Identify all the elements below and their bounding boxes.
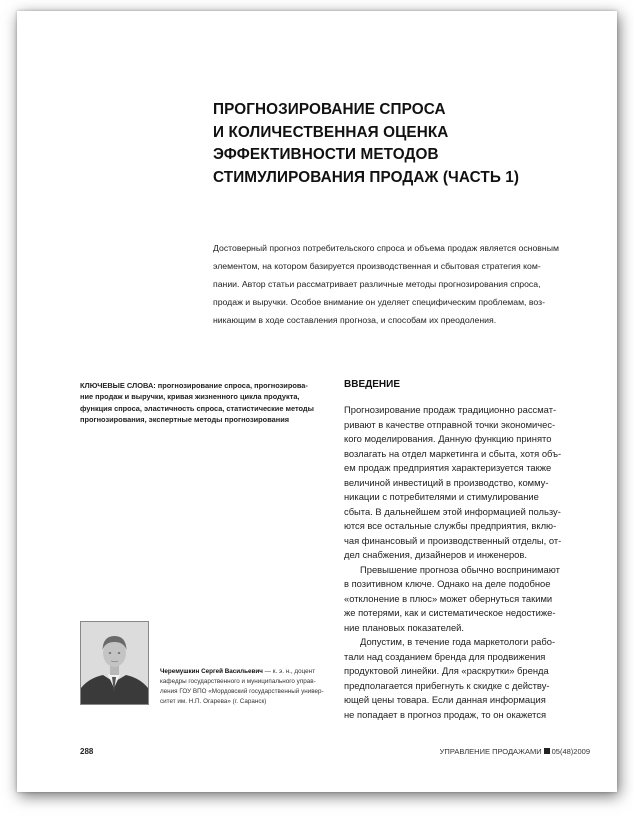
- abstract-line: продаж и выручки. Особое внимание он уделяет специфическим проблемам, воз-: [213, 297, 546, 308]
- journal-name: УПРАВЛЕНИЕ ПРОДАЖАМИ: [439, 747, 542, 756]
- author-degree: — к. э. н., доцент: [262, 668, 316, 675]
- body-line: тали над созданием бренда для продвижения: [344, 650, 546, 662]
- author-photo: [80, 621, 149, 705]
- body-line: ем продаж предприятия характеризуется также: [344, 462, 552, 473]
- article-title: [213, 99, 583, 189]
- portrait-icon: [81, 622, 148, 704]
- author-line: [160, 667, 330, 677]
- body-line: сбыта. В дальнейшем этой информацией пользу-: [344, 505, 561, 517]
- body-line: ются все остальные службы предприятия, вклю-: [344, 520, 557, 531]
- body-line: ривают в качестве отправной точки экономичес-: [344, 418, 556, 430]
- article-body: [344, 403, 604, 722]
- body-line: не попадает в прогноз продаж, то он окажется: [344, 708, 547, 720]
- body-line: ние плановых показателей.: [344, 621, 465, 633]
- page-number: 288: [80, 747, 94, 756]
- body-line: дел снабжения, дизайнеров и инженеров.: [344, 549, 527, 560]
- body-line: Превышение прогноза обычно воспринимают: [360, 563, 560, 575]
- body-line: «отклонение в плюс» может обернуться такими: [344, 592, 553, 604]
- body-line: же потерями, как и систематическое недостиже-: [344, 607, 556, 618]
- keywords-line: ние продаж и выручки, кривая жизненного цикла продукта,: [80, 392, 300, 402]
- magazine-page: [17, 11, 617, 792]
- body-line: возлагать на отдел маркетинга и сбыта, хотя объ-: [344, 447, 562, 459]
- title-line: И КОЛИЧЕСТВЕННАЯ ОЦЕНКА: [213, 123, 449, 141]
- body-line: чая финансовый и производственный отделы, от-: [344, 534, 562, 546]
- square-separator-icon: [544, 748, 550, 754]
- author-line: ления ГОУ ВПО «Мордовский государственный универ-: [160, 688, 324, 695]
- keywords-line: функция спроса, эластичность спроса, статистические методы: [80, 403, 314, 413]
- body-line: величиной инвестиций в производство, комму-: [344, 476, 549, 488]
- abstract-line: пании. Автор статьи рассматривает различные методы прогнозирования спроса,: [213, 279, 541, 290]
- abstract-line: никающим в ходе составления прогноза, и способам их преодоления.: [213, 315, 497, 326]
- keywords-line: прогнозирования, экспертные методы прогнозирования: [80, 414, 290, 424]
- title-line: ПРОГНОЗИРОВАНИЕ СПРОСА: [213, 101, 446, 118]
- author-line: ситет им. Н.П. Огарева» (г. Саранск): [160, 698, 267, 705]
- section-heading: ВВЕДЕНИЕ: [344, 379, 400, 390]
- body-line: в позитивном ключе. Однако на деле подобное: [344, 578, 551, 589]
- author-info: [160, 667, 330, 707]
- body-line: предполагается прибегнуть к скидке с действу-: [344, 679, 550, 691]
- body-line: кого моделирования. Данную функцию принято: [344, 433, 552, 444]
- body-line: продуктовой линейки. Для «раскрутки» бренда: [344, 665, 549, 676]
- author-line: кафедры государственного и муниципального управ-: [160, 678, 316, 685]
- body-line: никации с потребителями и стимулирование: [344, 491, 539, 502]
- body-line: Прогнозирование продаж традиционно рассмат-: [344, 404, 557, 415]
- journal-issue: 05(48)2009: [551, 747, 590, 756]
- journal-footer: [440, 747, 590, 756]
- author-name: Черемушкин Сергей Васильевич: [160, 668, 263, 675]
- title-line: СТИМУЛИРОВАНИЯ ПРОДАЖ (ЧАСТЬ 1): [213, 168, 520, 186]
- article-abstract: [213, 239, 597, 329]
- keywords-block: [80, 380, 340, 425]
- body-line: ющей цены товара. Если данная информация: [344, 694, 546, 705]
- abstract-line: Достоверный прогноз потребительского спроса и объема продаж является основным: [213, 243, 559, 253]
- keywords-line: КЛЮЧЕВЫЕ СЛОВА: прогнозирование спроса, прогнозирова-: [80, 381, 308, 390]
- body-line: Допустим, в течение года маркетологи рабо-: [360, 636, 556, 647]
- title-line: ЭФФЕКТИВНОСТИ МЕТОДОВ: [213, 146, 439, 163]
- abstract-line: элементом, на котором базируется производственная и сбытовая стратегия ком-: [213, 261, 541, 272]
